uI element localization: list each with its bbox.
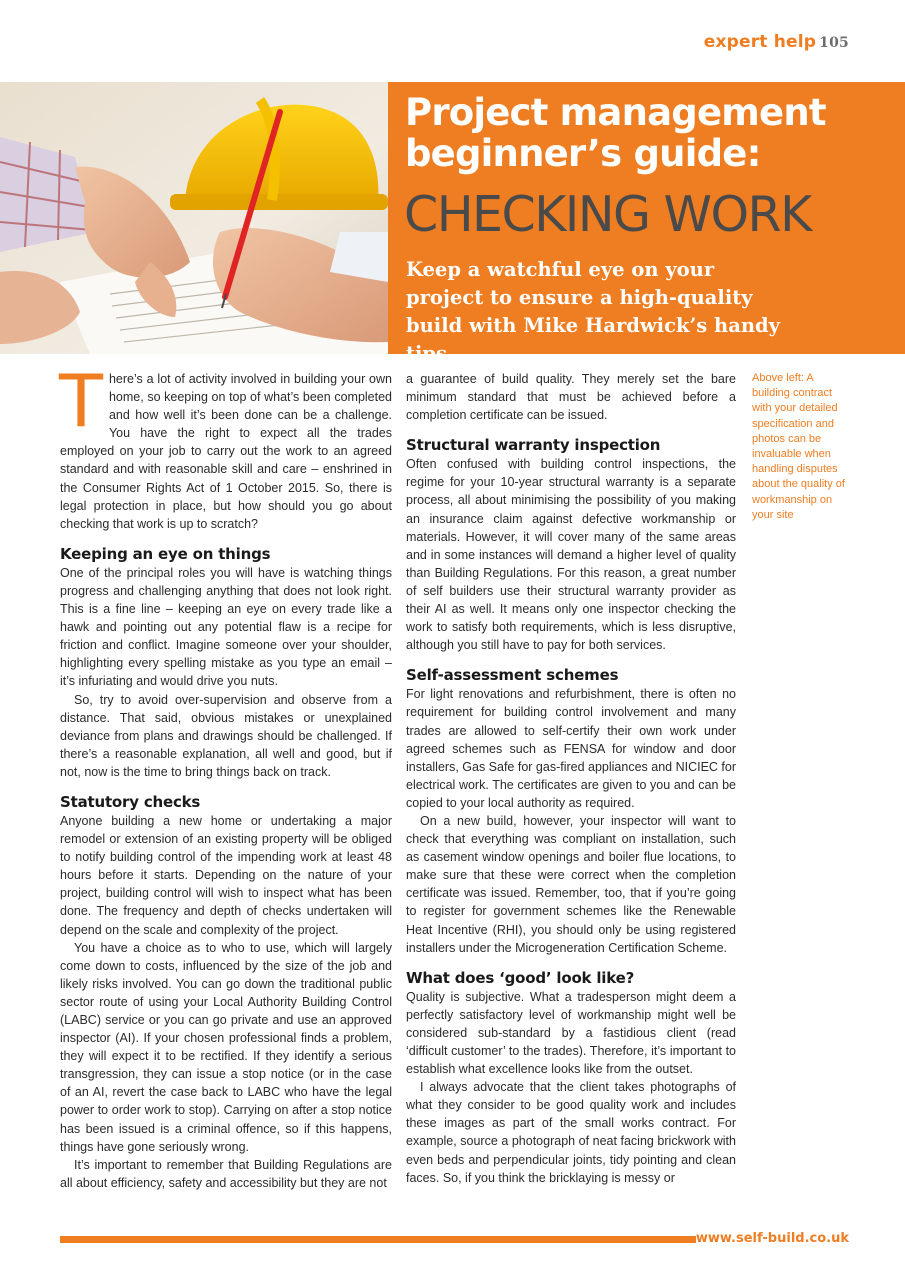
body-paragraph: It’s important to remember that Building Regulations are all about efficiency, safety and accessibility but they are not (60, 1157, 392, 1190)
body-paragraph: Quality is subjective. What a tradesperson might deem a perfectly satisfactory level of workmanship might well be considered sub-standard by a fastidious client (read ‘difficult customer’ to the trades). Therefore, it’s important to establish what excellence looks like from the outset. (406, 989, 736, 1077)
footer-rule (60, 1236, 696, 1243)
body-paragraph: One of the principal roles you will have is watching things progress and challenging anything that does not look right. This is a fine line – keeping an eye on every trade like a hawk and pointing out any potential flaw is a recipe for friction and conflict. Imagine someone over your shoulder, highlighting every spelling mistake as you type an email – it’s infuriating and would drive you nuts. (60, 565, 392, 689)
intro-paragraph: There’s a lot of activity involved in building your own home, so keeping on top of what’s been completed and how well it’s been done can be a challenge. You have the right to expect all the trades employed on your job to carry out the work to an agreed standard and with reasonable skill and care – enshrined in the Consumer Rights Act of 1 October 2015. So, there is legal protection in place, but how should you go about checking that work is up to scratch? (59, 359, 392, 531)
body-paragraph: For light renovations and refurbishment, there is often no requirement for building control involvement and many trades are allowed to self-certify their own work under agreed schemes such as FENSA for window and door installers, Gas Safe for gas-fired appliances and NICIEC for electrical work. The certificates are given to you and can be copied to your local authority as required. (406, 687, 737, 810)
subheading-self-assessment: Self-assessment schemes (406, 666, 619, 685)
headline-line-2: beginner’s guide: (405, 132, 761, 175)
body-paragraph: I always advocate that the client takes photographs of what they consider to be good quality work and includes these images as part of the small works contract. For example, source a photograph of neat facing brickwork with even beds and perpendicular joints, tidy pointing and clean faces. So, if you think the bricklaying is messy or (406, 1080, 736, 1185)
body-paragraph: Often confused with building control inspections, the regime for your 10-year structural warranty is a separate process, all about minimising the possibility of you making an insurance claim against defective workmanship or materials. However, it will cover many of the same areas and in some instances will demand a higher level of quality than Building Regulations. For this reason, a great number of self builders use their structural warranty provider as their AI as well. It means only one inspector checking the work to satisfy both requirements, which is less disruptive, although you still have to pay for both services. (406, 457, 736, 653)
body-paragraph: On a new build, however, your inspector will want to check that everything was compliant on installation, such as casement window openings and boiler flue locations, to make sure that these were correct when the completion certificate was issued. Remember, too, that if you’re going to register for government schemes like the Renewable Heat Incentive (RHI), you should only be using registered installers under the Microgeneration Certification Scheme. (406, 813, 736, 955)
footer-url[interactable]: www.self-build.co.uk (695, 1231, 849, 1246)
body-paragraph: You have a choice as to who to use, which will largely come down to costs, influenced by the size of the job and likely risks involved. You can go down the traditional public sector route of using your Local Authority Building Control (LABC) service or you can go private and use an approved inspector (AI). If your chosen professional finds a problem, they will expect it to be rectified. If they identify a serious transgression, they can issue a stop notice (or in the case of an AI, revert the case back to LABC who have the legal power to order work to stop). Carrying on after a stop notice has been issued is a criminal offence, so if this happens, things have gone seriously wrong. (60, 940, 392, 1154)
headline-topic: CHECKING WORK (404, 186, 811, 243)
article-column-1 (59, 359, 392, 1192)
body-paragraph: So, try to avoid over-supervision and observe from a distance. That said, obvious mistakes or unexplained deviance from plans and drawings should be challenged. If there’s a reasonable explanation, all well and good, but if not, now is the time to bring things back on track. (60, 692, 392, 779)
page-number: 105 (819, 35, 849, 51)
subheading-structural-warranty: Structural warranty inspection (406, 436, 661, 455)
article-column-2 (406, 370, 736, 1187)
body-paragraph: a guarantee of build quality. They merely set the bare minimum standard that must be achieved before a completion certificate can be issued. (406, 372, 736, 423)
headline (405, 92, 826, 174)
section-label: expert help (703, 32, 817, 52)
body-paragraph: Anyone building a new home or undertaking a major remodel or extension of an existing property will be obliged to notify building control of the impending work at least 48 hours before it starts. Depending on the nature of your project, building control will wish to inspect what has been done. The frequency and depth of checks undertaken will depend on the scale and complexity of the project. (60, 813, 392, 937)
title-banner (388, 82, 905, 365)
standfirst: Keep a watchful eye on your project to ensure a high-quality build with Mike Hardwick’s handy tips (406, 258, 780, 365)
contract-photo-illustration (0, 82, 388, 354)
section-header (704, 32, 849, 52)
headline-line-1: Project management (405, 91, 826, 134)
subheading-keeping-an-eye: Keeping an eye on things (60, 544, 271, 563)
subheading-statutory-checks: Statutory checks (60, 792, 201, 811)
contract-photo (0, 82, 388, 354)
drop-cap: T (59, 359, 103, 443)
photo-caption: Above left: A building contract with your detailed specification and photos can be invaluable when handling disputes about the quality of workmanship on your site (752, 372, 845, 521)
subheading-what-does-good-look-like: What does ‘good’ look like? (406, 968, 635, 987)
